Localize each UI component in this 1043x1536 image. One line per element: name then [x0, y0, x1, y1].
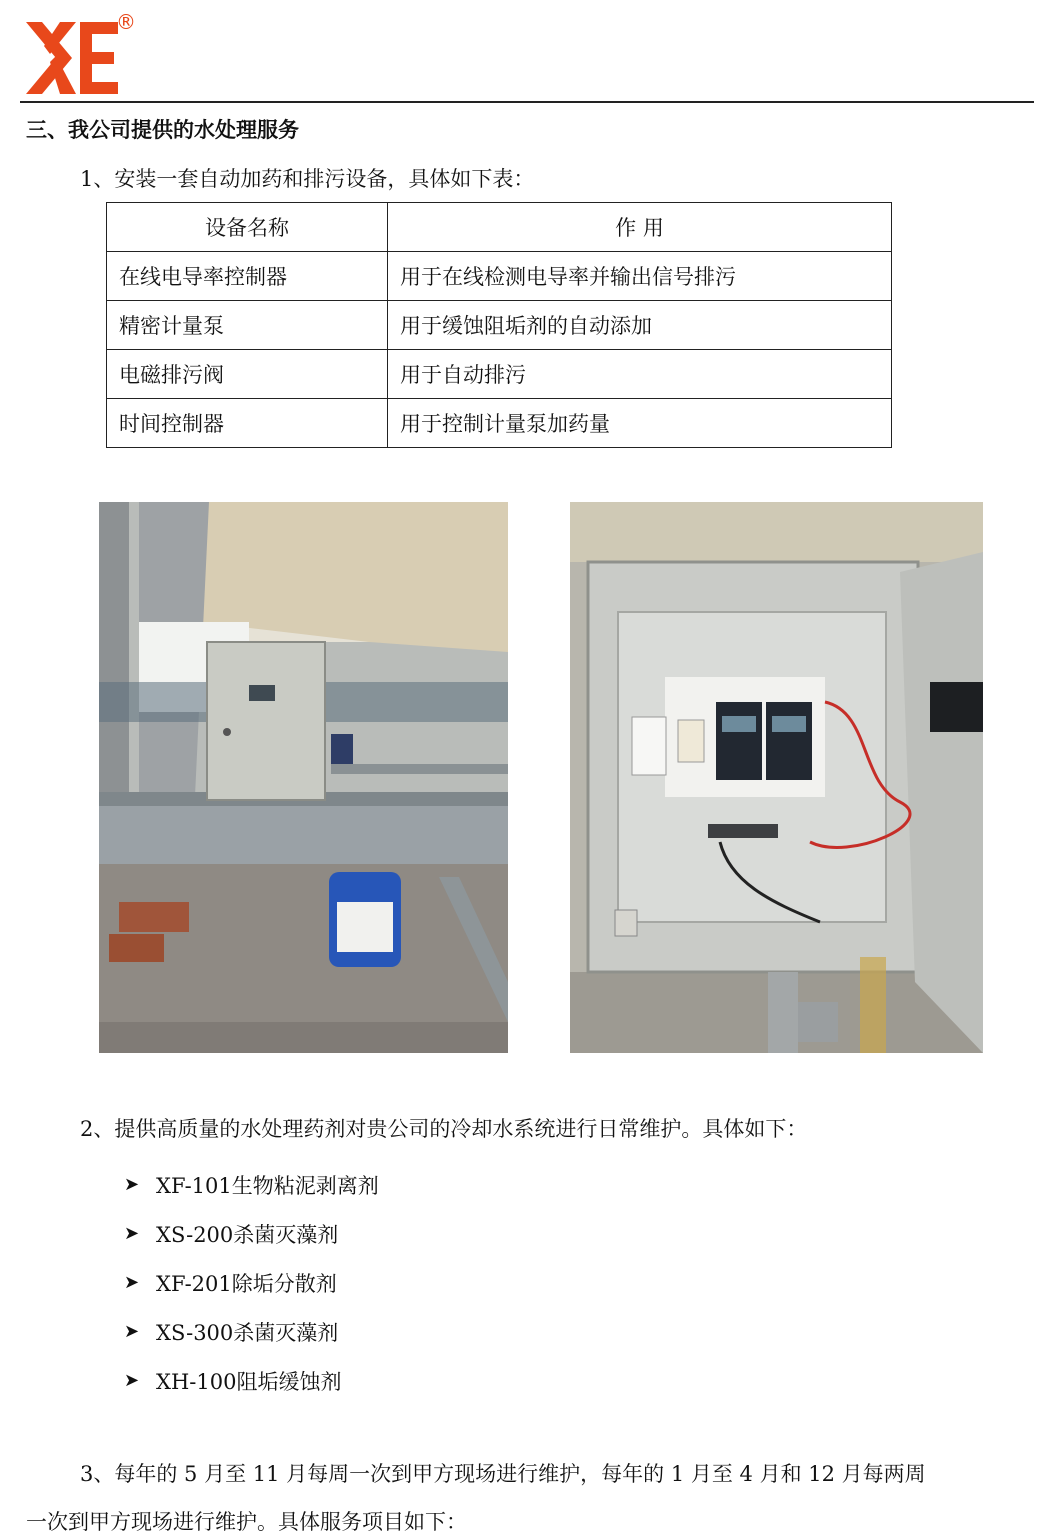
arrowhead-icon: ➤: [124, 1223, 140, 1244]
equipment-name-cell: 时间控制器: [107, 399, 388, 448]
list-item: [124, 1307, 379, 1356]
table-header-cell: 设备名称: [107, 203, 388, 252]
installation-photo-rooftop: [99, 502, 508, 1053]
product-list: [124, 1160, 379, 1405]
product-name: XS-300杀菌灭藻剂: [156, 1320, 339, 1345]
table-row: [107, 399, 892, 448]
installation-photo-control-cabinet: [570, 502, 983, 1053]
product-name: XS-200杀菌灭藻剂: [156, 1222, 339, 1247]
header-divider: [20, 101, 1034, 103]
table-row: [107, 252, 892, 301]
table-row: [107, 301, 892, 350]
arrowhead-icon: ➤: [124, 1174, 140, 1195]
equipment-name-cell: 精密计量泵: [107, 301, 388, 350]
item2-intro: 2、提供高质量的水处理药剂对贵公司的冷却水系统进行日常维护。具体如下：: [80, 1117, 808, 1141]
arrowhead-icon: ➤: [124, 1370, 140, 1391]
list-item: [124, 1258, 379, 1307]
product-name: XF-201除垢分散剂: [156, 1271, 337, 1296]
arrowhead-icon: ➤: [124, 1272, 140, 1293]
list-item: [124, 1209, 379, 1258]
item1-intro: 1、安装一套自动加药和排污设备，具体如下表：: [80, 167, 535, 191]
company-logo: [26, 22, 118, 94]
arrowhead-icon: ➤: [124, 1321, 140, 1342]
list-item: [124, 1160, 379, 1209]
table-row: [107, 350, 892, 399]
equipment-name-cell: 电磁排污阀: [107, 350, 388, 399]
item3-line2: 一次到甲方现场进行维护。具体服务项目如下：: [26, 1510, 467, 1534]
equipment-table: [106, 202, 892, 448]
equipment-function-cell: 用于缓蚀阻垢剂的自动添加: [388, 301, 892, 350]
equipment-function-cell: 用于在线检测电导率并输出信号排污: [388, 252, 892, 301]
table-header-cell: 作 用: [388, 203, 892, 252]
equipment-function-cell: 用于控制计量泵加药量: [388, 399, 892, 448]
list-item: [124, 1356, 379, 1405]
section-title: 三、我公司提供的水处理服务: [26, 117, 299, 142]
product-name: XH-100阻垢缓蚀剂: [156, 1369, 342, 1394]
registered-trademark-mark: ®: [116, 10, 136, 34]
table-header-row: [107, 203, 892, 252]
item3-line1: 3、每年的 5 月至 11 月每周一次到甲方现场进行维护，每年的 1 月至 4 月和 12 月每两周: [80, 1462, 926, 1486]
product-name: XF-101生物粘泥剥离剂: [156, 1173, 379, 1198]
equipment-function-cell: 用于自动排污: [388, 350, 892, 399]
equipment-name-cell: 在线电导率控制器: [107, 252, 388, 301]
